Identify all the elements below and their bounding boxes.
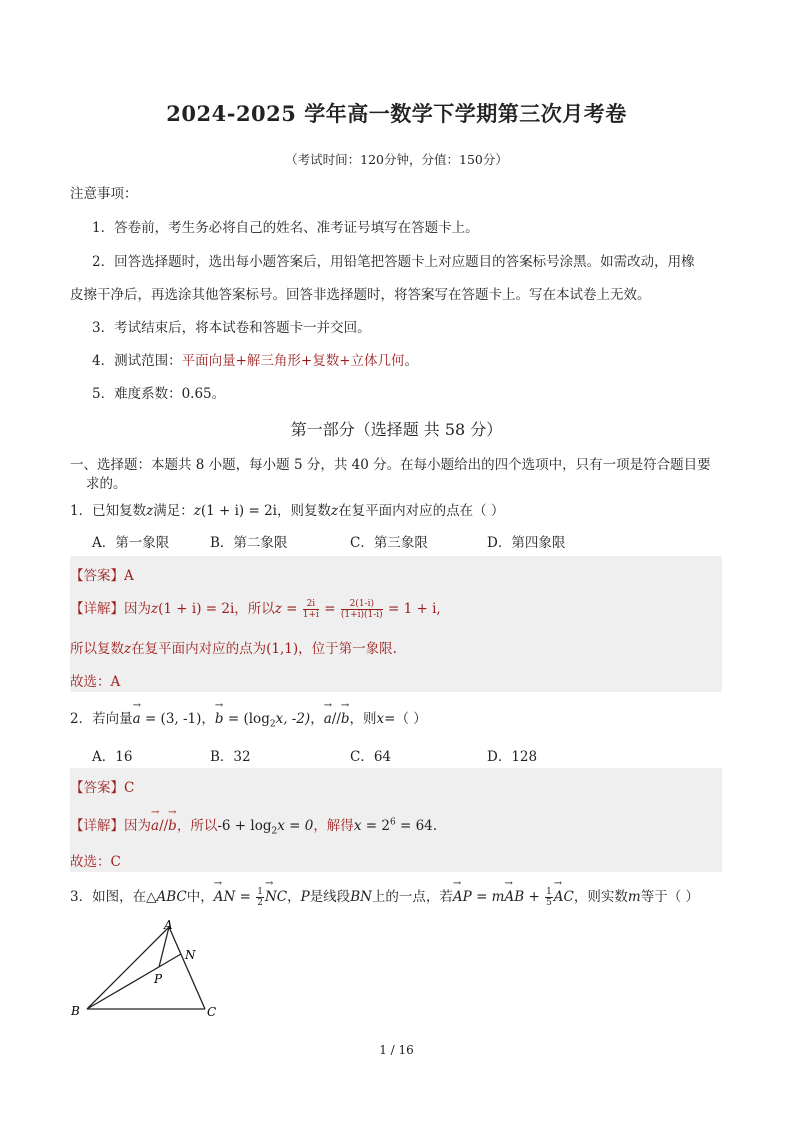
q2-detail: 【详解】因为→ a//→ b，所以$-6 + \log_2x = 0$，解得$x = 2^6 = 64$.: [70, 814, 437, 837]
side-ac: [169, 927, 205, 1009]
q1-detail-line-2: 所以复数z在复平面内对应的点为(1,1)，位于第一象限.: [70, 641, 397, 657]
note-item-5: 5．难度系数：0.65。: [92, 386, 226, 402]
label-p: P: [154, 972, 163, 986]
q3-stem: 3．如图，在△ABC中，→ AN = $\frac{1}{2}$ → NC，P是线段BN上的一点，若→ AP = m→ AB + $\frac{1}{5}$ → AC，则实数m等于（ ）: [70, 885, 699, 908]
q1-option-b: B．第二象限: [210, 535, 288, 551]
q1-option-a: A．第一象限: [92, 535, 170, 551]
label-n: N: [185, 948, 196, 962]
page-title: 2024-2025 学年高一数学下学期第三次月考卷: [166, 101, 627, 126]
label-a: A: [164, 918, 173, 932]
q2-option-a: A．16: [92, 749, 133, 765]
instructions-line-1: 一、选择题：本题共 8 小题，每小题 5 分，共 40 分。在每小题给出的四个选项中，只有一项是符合题目要: [70, 457, 711, 473]
q2-option-b: B．32: [210, 749, 251, 765]
test-scope: 平面向量+解三角形+复数+立体几何: [181, 353, 405, 369]
notes-heading: 注意事项：: [70, 186, 138, 202]
q1-detail: 【详解】因为z(1 + i) = 2i，所以z = $\frac{2i}{1+i}$ = $\frac{2(1-i)}{(1+i)(1-i)}$ = 1 + i,: [70, 599, 441, 620]
q1-option-c: C．第三象限: [350, 535, 428, 551]
note-item-2-line-2: 皮擦干净后，再选涂其他答案标号。回答非选择题时，将答案写在答题卡上。写在本试卷上无效。: [70, 287, 651, 303]
note-item-2-line-1: 2．回答选择题时，选出每小题答案后，用铅笔把答题卡上对应题目的答案标号涂黑。如需改动，用橡: [92, 254, 695, 270]
q1-answer: 【答案】A: [70, 568, 134, 584]
note-item-3: 3．考试结束后，将本试卷和答题卡一并交回。: [92, 320, 371, 336]
section-title: 第一部分（选择题 共 58 分）: [290, 420, 503, 439]
label-b: B: [71, 1004, 80, 1018]
q2-answer: 【答案】C: [70, 780, 135, 796]
triangle-figure: [65, 915, 225, 1025]
q2-stem: 2．若向量→ a = (3, -1)，→ $b = (\log_2x$, -2)，→ a//→ b，则x=（ ）: [70, 707, 427, 730]
q1-option-d: D．第四象限: [487, 535, 566, 551]
q1-solution-box: [70, 556, 722, 692]
q1-stem: 1．已知复数z满足：z(1 + i) = 2i，则复数z在复平面内对应的点在（ ）: [70, 503, 505, 519]
q2-option-c: C．64: [350, 749, 392, 765]
instructions-line-2: 求的。: [86, 476, 127, 492]
label-c: C: [207, 1005, 217, 1019]
q2-conclusion: 故选：C: [70, 854, 121, 870]
exam-info: （考试时间：120分钟，分值：150分）: [285, 152, 508, 167]
q1-conclusion: 故选：A: [70, 674, 121, 690]
q2-option-d: D．128: [487, 749, 538, 765]
note-item-4: 4．测试范围：平面向量+解三角形+复数+立体几何。: [92, 353, 419, 369]
page-number: 1 / 16: [379, 1043, 414, 1057]
segment-ap: [159, 927, 169, 967]
note-item-1: 1．答卷前，考生务必将自己的姓名、准考证号填写在答题卡上。: [92, 220, 479, 236]
